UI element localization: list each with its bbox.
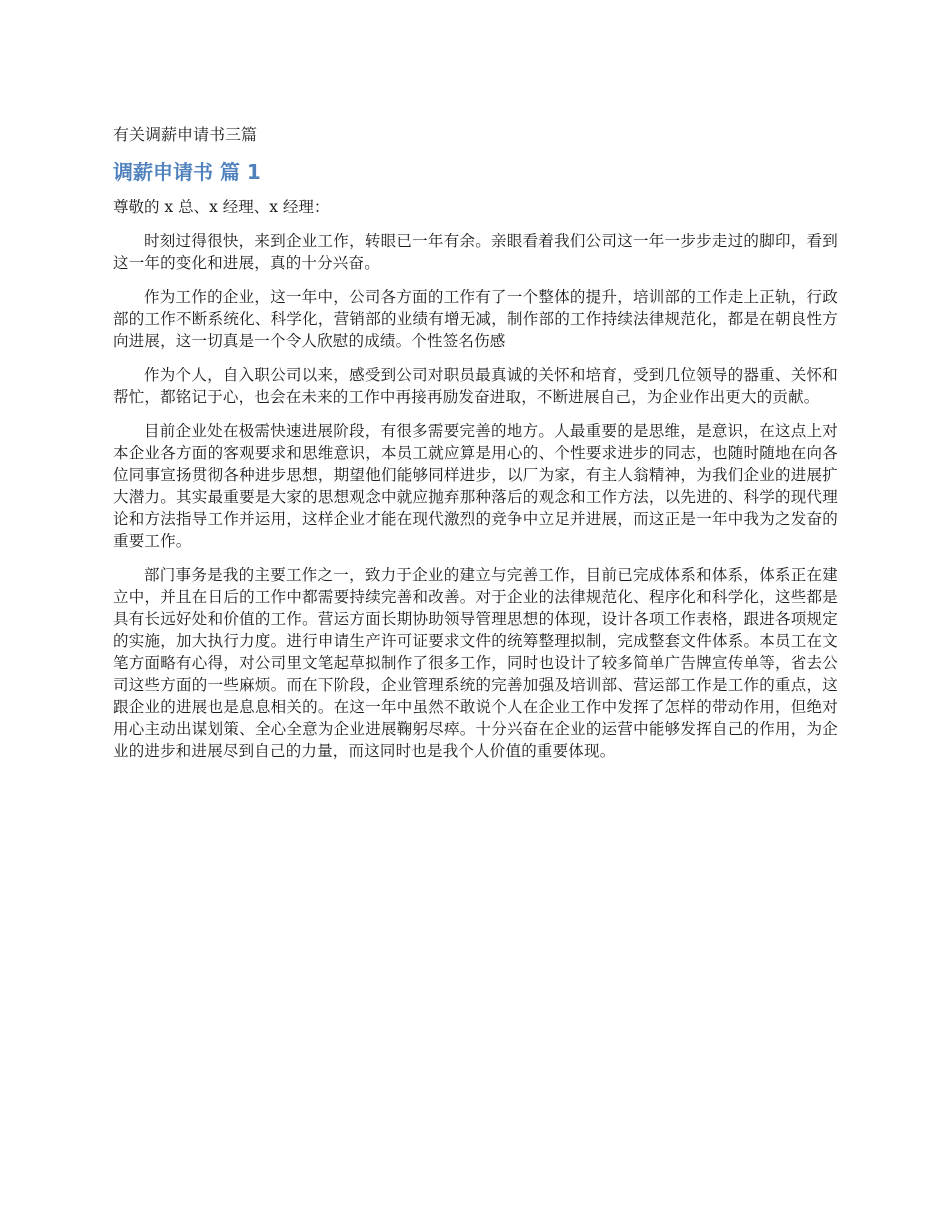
paragraph: 作为个人，自入职公司以来，感受到公司对职员最真诚的关怀和培育，受到几位领导的器重、关怀和帮忙，都铭记于心，也会在未来的工作中再接再励发奋进取，不断进展自己，为企业作出更大的贡献。	[113, 366, 838, 406]
document-page	[113, 122, 838, 774]
document-title: 有关调薪申请书三篇	[113, 125, 258, 144]
paragraph: 部门事务是我的主要工作之一，致力于企业的建立与完善工作，目前已完成体系和体系，体系正在建立中，并且在日后的工作中都需要持续完善和改善。对于企业的法律规范化、程序化和科学化，这些都是具有长远好处和价值的工作。营运方面长期协助领导管理思想的体现，设计各项工作表格，跟进各项规定的实施，加大执行力度。进行申请生产许可证要求文件的统筹整理拟制，完成整套文件体系。本员工在文笔方面略有心得，对公司里文笔起草拟制作了很多工作，同时也设计了较多简单广告牌宣传单等，省去公司这些方面的一些麻烦。而在下阶段，企业管理系统的完善加强及培训部、营运部工作是工作的重点，这跟企业的进展也是息息相关的。在这一年中虽然不敢说个人在企业工作中发挥了怎样的带动作用，但绝对用心主动出谋划策、全心全意为企业进展鞠躬尽瘁。十分兴奋在企业的运营中能够发挥自己的作用，为企业的进步和进展尽到自己的力量，而这同时也是我个人价值的重要体现。	[113, 566, 838, 760]
paragraph: 目前企业处在极需快速进展阶段，有很多需要完善的地方。人最重要的是思维，是意识，在这点上对本企业各方面的客观要求和思维意识，本员工就应算是用心的、个性要求进步的同志，也随时随地在向各位同事宣扬贯彻各种进步思想，期望他们能够同样进步，以厂为家，有主人翁精神，为我们企业的进展扩大潜力。其实最重要是大家的思想观念中就应抛弃那种落后的观念和工作方法，以先进的、科学的现代理论和方法指导工作并运用，这样企业才能在现代激烈的竞争中立足并进展，而这正是一年中我为之发奋的重要工作。	[113, 422, 838, 550]
salutation: 尊敬的 x 总、x 经理、x 经理：	[113, 198, 330, 216]
paragraph: 时刻过得很快，来到企业工作，转眼已一年有余。亲眼看着我们公司这一年一步步走过的脚印，看到这一年的变化和进展，真的十分兴奋。	[113, 232, 838, 272]
section-heading: 调薪申请书 篇 1	[113, 160, 261, 184]
paragraph: 作为工作的企业，这一年中，公司各方面的工作有了一个整体的提升，培训部的工作走上正轨，行政部的工作不断系统化、科学化，营销部的业绩有增无减，制作部的工作持续法律规范化，都是在朝良性方向进展，这一切真是一个令人欣慰的成绩。个性签名伤感	[113, 288, 838, 350]
